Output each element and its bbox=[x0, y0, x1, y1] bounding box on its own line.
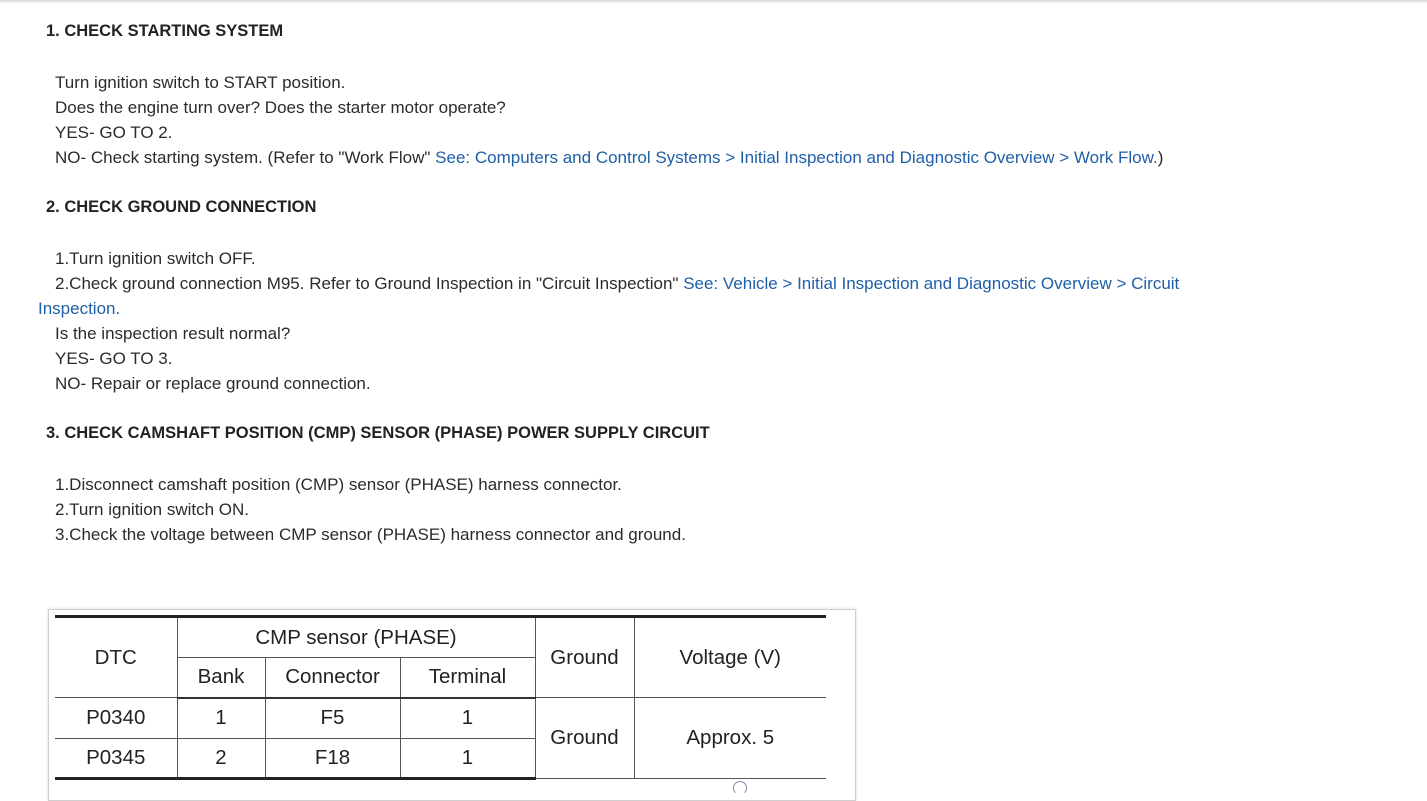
section-1-no-suffix: ) bbox=[1157, 148, 1164, 167]
section-1-no-text: NO- Check starting system. (Refer to "Work Flow" bbox=[55, 148, 436, 167]
section-2-step-2-text: 2.Check ground connection M95. Refer to Ground Inspection in "Circuit Inspection" bbox=[55, 274, 684, 293]
section-2-heading: 2. CHECK GROUND CONNECTION bbox=[46, 198, 317, 216]
circuit-inspection-link[interactable]: See: Vehicle > Initial Inspection and Diagnostic Overview > Circuit bbox=[683, 274, 1180, 293]
section-3-heading: 3. CHECK CAMSHAFT POSITION (CMP) SENSOR (PHASE) POWER SUPPLY CIRCUIT bbox=[46, 424, 710, 442]
cell-terminal: 1 bbox=[400, 698, 535, 739]
section-3-step-1: 1.Disconnect camshaft position (CMP) sensor (PHASE) harness connector. bbox=[55, 475, 622, 494]
cell-connector: F18 bbox=[265, 739, 400, 779]
voltage-spec-table-frame bbox=[48, 609, 856, 801]
cell-ground: Ground bbox=[535, 698, 634, 779]
section-1-no-line bbox=[55, 148, 1163, 168]
header-terminal: Terminal bbox=[400, 658, 535, 698]
cell-dtc: P0340 bbox=[55, 698, 177, 739]
section-1-line-1: Turn ignition switch to START position. bbox=[55, 73, 346, 92]
work-flow-link[interactable]: See: Computers and Control Systems > Initial Inspection and Diagnostic Overview > Work Flow. bbox=[435, 148, 1158, 167]
cell-bank: 1 bbox=[177, 698, 265, 739]
section-2-step-2 bbox=[55, 274, 1179, 294]
section-2-no-line: NO- Repair or replace ground connection. bbox=[55, 374, 371, 393]
section-2-step-1: 1.Turn ignition switch OFF. bbox=[55, 249, 256, 268]
header-voltage: Voltage (V) bbox=[634, 617, 826, 698]
section-1-heading: 1. CHECK STARTING SYSTEM bbox=[46, 22, 284, 40]
table-row bbox=[55, 698, 826, 739]
cell-voltage: Approx. 5 bbox=[634, 698, 826, 779]
section-2-question: Is the inspection result normal? bbox=[55, 324, 291, 343]
cell-connector: F5 bbox=[265, 698, 400, 739]
cell-terminal: 1 bbox=[400, 739, 535, 779]
section-1-line-2: Does the engine turn over? Does the starter motor operate? bbox=[55, 98, 506, 117]
header-bank: Bank bbox=[177, 658, 265, 698]
header-connector: Connector bbox=[265, 658, 400, 698]
header-cmp-sensor: CMP sensor (PHASE) bbox=[177, 617, 535, 658]
header-ground: Ground bbox=[535, 617, 634, 698]
voltage-spec-table bbox=[55, 615, 826, 780]
top-shadow bbox=[0, 0, 1427, 4]
section-3-step-3: 3.Check the voltage between CMP sensor (PHASE) harness connector and ground. bbox=[55, 525, 686, 544]
section-1-yes-line: YES- GO TO 2. bbox=[55, 123, 173, 142]
partial-icon bbox=[733, 781, 747, 795]
cell-bank: 2 bbox=[177, 739, 265, 779]
section-2-yes-line: YES- GO TO 3. bbox=[55, 349, 173, 368]
circuit-inspection-link-continued[interactable]: Inspection. bbox=[38, 299, 121, 318]
cell-dtc: P0345 bbox=[55, 739, 177, 779]
header-dtc: DTC bbox=[55, 617, 177, 698]
section-3-step-2: 2.Turn ignition switch ON. bbox=[55, 500, 249, 519]
